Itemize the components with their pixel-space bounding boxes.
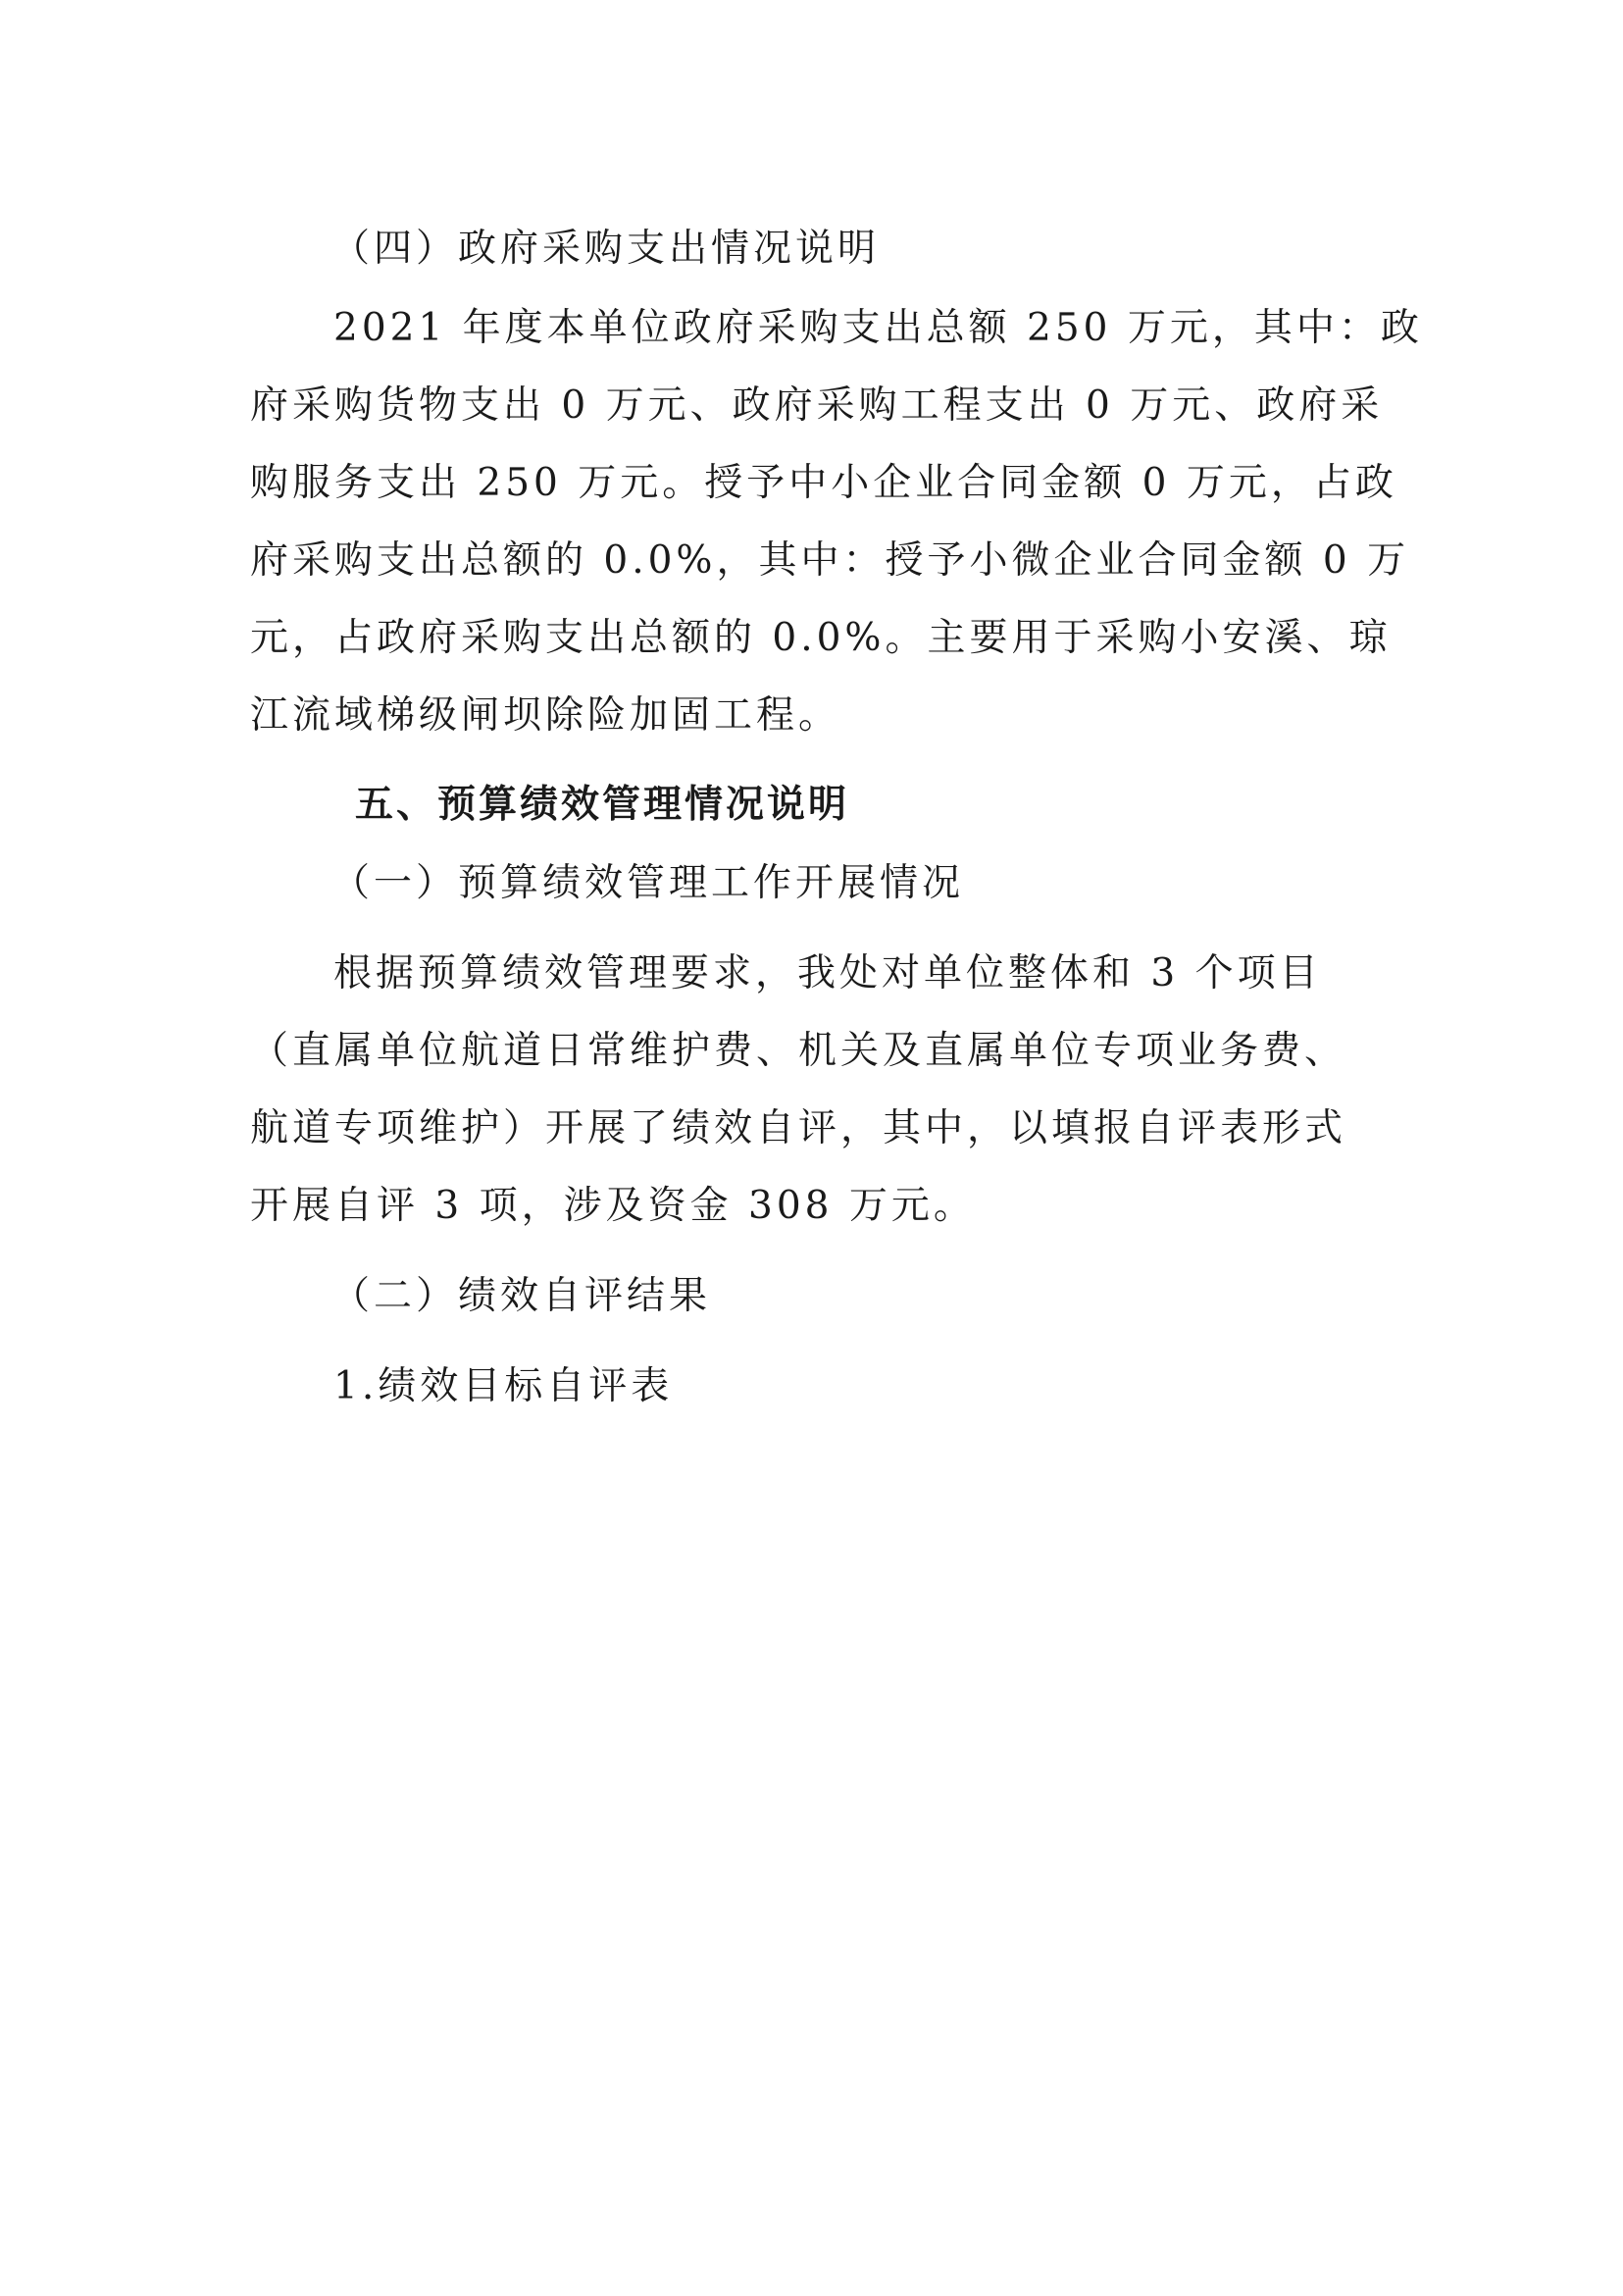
- paragraph-line: 2021 年度本单位政府采购支出总额 250 万元，其中：政: [333, 306, 1423, 350]
- paragraph-line: 购服务支出 250 万元。授予中小企业合同金额 0 万元，占政: [250, 461, 1397, 505]
- paragraph-line: 府采购货物支出 0 万元、政府采购工程支出 0 万元、政府采: [250, 383, 1384, 428]
- subsection-heading-performance-work: （一）预算绩效管理工作开展情况: [331, 861, 965, 905]
- paragraph-line: 江流域梯级闸坝除险加固工程。: [250, 693, 841, 738]
- paragraph-line: 航道专项维护）开展了绩效自评，其中，以填报自评表形式: [250, 1106, 1347, 1150]
- paragraph-line: 开展自评 3 项，涉及资金 308 万元。: [250, 1184, 976, 1228]
- paragraph-line: 元，占政府采购支出总额的 0.0%。主要用于采购小安溪、琼: [250, 616, 1392, 660]
- paragraph-line: （直属单位航道日常维护费、机关及直属单位专项业务费、: [250, 1029, 1347, 1073]
- subsection-heading-self-evaluation: （二）绩效自评结果: [331, 1274, 712, 1318]
- list-item-self-evaluation-table: 1.绩效目标自评表: [333, 1364, 674, 1408]
- section-heading-government-procurement: （四）政府采购支出情况说明: [331, 227, 881, 271]
- section-heading-budget-performance: 五、预算绩效管理情况说明: [355, 783, 850, 827]
- paragraph-line: 根据预算绩效管理要求，我处对单位整体和 3 个项目: [333, 951, 1322, 995]
- paragraph-line: 府采购支出总额的 0.0%，其中：授予小微企业合同金额 0 万: [250, 538, 1410, 583]
